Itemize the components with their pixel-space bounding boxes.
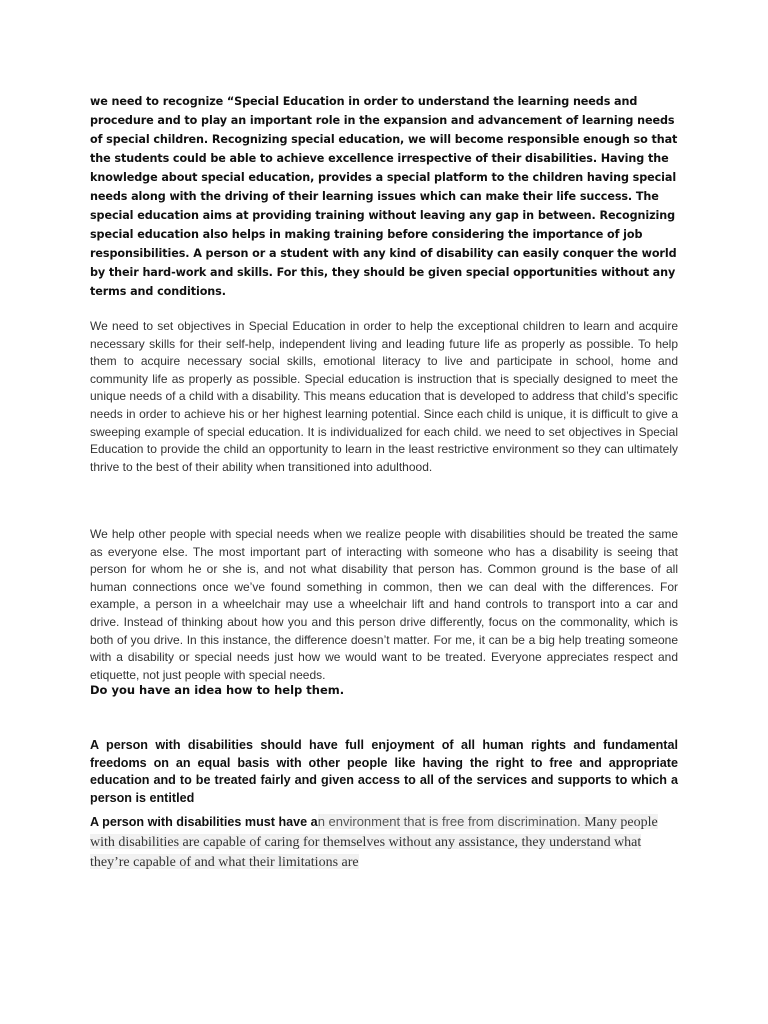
question-heading: Do you have an idea how to help them. [90, 683, 345, 697]
paragraph-environment-tail-serif: Many people with disabilities are capable of caring for themselves without any assistance, they understand what they’re capable of and what their limitations are [90, 815, 658, 870]
paragraph-environment [90, 812, 680, 872]
paragraph-recognize-special-education: we need to recognize “Special Education in order to understand the learning needs and procedure and to play an important role in the expansion and advancement of learning needs of special children. Recognizing special education, we will become responsible enough so that the students could be able to achieve excellence irrespective of their disabilities. Having the knowledge about special education, provides a special platform to the children having special needs along with the driving of their learning issues which can make their life success. The special education aims at providing training without leaving any gap in between. Recognizing special education also helps in making training before considering the importance of job responsibilities. A person or a student with any kind of disability can easily conquer the world by their hard-work and skills. For this, they should be given special opportunities without any terms and conditions. [90, 95, 678, 298]
paragraph-environment-tail-sans: n environment that is free from discrimination. [317, 814, 581, 829]
paragraph-set-objectives: We need to set objectives in Special Education in order to help the exceptional children to learn and acquire necessary skills for their self-help, independent living and leading future life as properly as possible. To help them to acquire necessary social skills, emotional literacy to live and participate in school, home and community life as properly as possible. Special education is instruction that is specially designed to meet the unique needs of a child with a disability. This means education that is developed to address that child’s specific needs in order to achieve his or her highest learning potential. Since each child is unique, it is difficult to give a sweeping example of special education. It is individualized for each child. we need to set objectives in Special Education to provide the child an opportunity to learn in the least restrictive environment so they can ultimately thrive to the best of their ability when transitioned into adulthood. [90, 319, 678, 474]
paragraph-environment-lead: A person with disabilities must have a [90, 815, 318, 829]
paragraph-human-rights: A person with disabilities should have full enjoyment of all human rights and fundamental freedoms on an equal basis with other people like having the right to free and appropriate education and to be treated fairly and given access to all of the services and supports to which a person is entitled [90, 738, 678, 805]
paragraph-help-others: We help other people with special needs when we realize people with disabilities should be treated the same as everyone else. The most important part of interacting with someone who has a disability is seeing that person for whom he or she is, and not what disability that person has. Common ground is the base of all human connections once we’ve found something in common, then we can deal with the differences. For example, a person in a wheelchair may use a wheelchair lift and hand controls to transport into a car and drive. Instead of thinking about how you and this person drive differently, focus on the commonality, which is both of you drive. In this instance, the difference doesn’t matter. For me, it can be a big help treating someone with a disability or special needs just how we would want to be treated. Everyone appreciates respect and etiquette, not just people with special needs. [90, 527, 678, 682]
